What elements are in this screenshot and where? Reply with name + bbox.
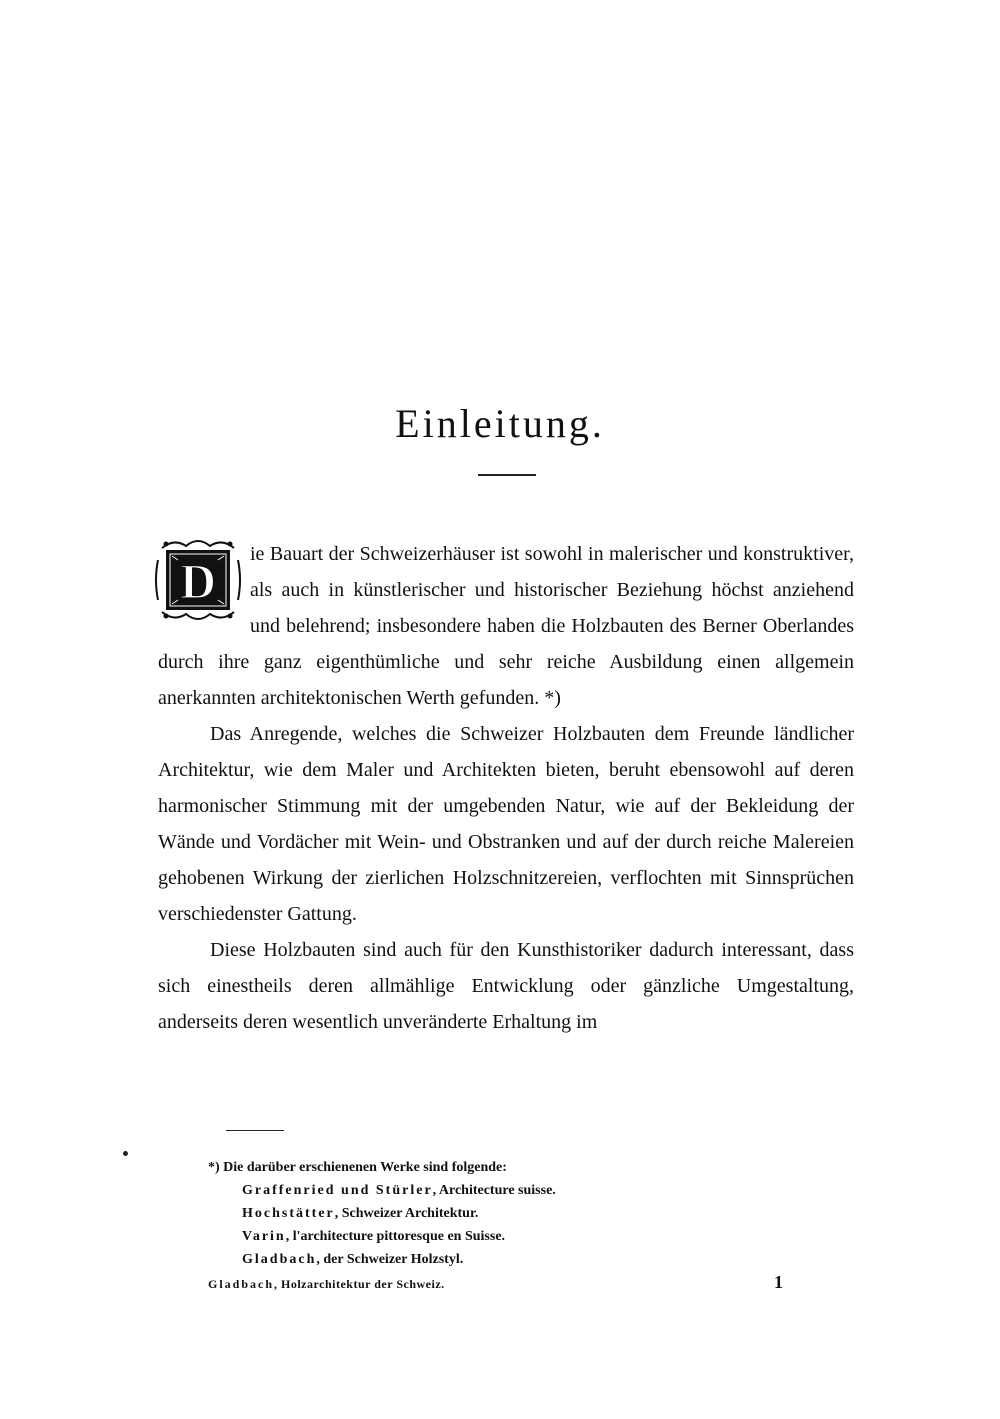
footnote-item xyxy=(242,1202,808,1225)
footnote-work: , Architecture suisse. xyxy=(432,1183,556,1198)
footnote-work: , l'architecture pittoresque en Suisse. xyxy=(285,1229,506,1244)
paragraph-3: Diese Holzbauten sind auch für den Kunsthistoriker dadurch interessant, dass sich einestheils deren allmählige Entwicklung oder gänzliche Umgestaltung, anderseits deren wesentlich unveränderte Erhaltung im xyxy=(158,939,854,1033)
chapter-title: Einleitung. xyxy=(395,401,605,446)
footnote-lead: *) Die darüber erschienenen Werke sind folgende: xyxy=(208,1160,507,1175)
footnote-item xyxy=(242,1179,808,1202)
running-footer xyxy=(208,1277,788,1292)
ornamental-initial-icon xyxy=(152,536,244,624)
paragraph-1-text: ie Bauart der Schweizerhäuser ist sowohl in malerischer und konstruktiver, als auch in künstlerischer und historischer Beziehung höchst anziehend und belehrend; insbesondere haben die Holzbauten des Berner Oberlandes durch ihre ganz eigenthümliche und sehr reiche Ausbildung einen allgemein anerkannten architektonischen Werth gefunden. *) xyxy=(158,543,854,709)
footer-author: Gladbach xyxy=(208,1277,275,1291)
footnote-divider xyxy=(226,1130,284,1131)
footnote-item xyxy=(242,1248,808,1271)
footnote-author: Gladbach xyxy=(242,1252,317,1267)
body-text xyxy=(158,536,854,1040)
paragraph-2: Das Anregende, welches die Schweizer Holzbauten dem Freunde ländlicher Architektur, wie dem Maler und Architekten bieten, beruht ebensowohl auf deren harmonischer Stimmung mit der umgebenden Natur, wie auf der Bekleidung der Wände und Vordächer mit Wein- und Obstranken und auf der durch reiche Malereien gehobenen Wirkung der zierlichen Holzschnitzereien, verflochten mit Sinnsprüchen verschiedenster Gattung. xyxy=(158,723,854,925)
footnote-author: Graffenried und Stürler xyxy=(242,1183,433,1198)
paragraph-1 xyxy=(158,536,854,716)
footer-title: , Holzarchitektur der Schweiz. xyxy=(274,1277,445,1291)
footnote-author: Varin xyxy=(242,1229,286,1244)
footnote-work: , der Schweizer Holzstyl. xyxy=(316,1252,464,1267)
stray-mark xyxy=(123,1151,128,1156)
footnotes xyxy=(208,1156,808,1271)
dropcap-letter: D xyxy=(179,553,217,609)
footnote-author: Hochstätter xyxy=(242,1206,335,1221)
page-number: 1 xyxy=(774,1272,783,1292)
footnote-item xyxy=(242,1225,808,1248)
footnote-work: , Schweizer Architektur. xyxy=(334,1206,479,1221)
title-divider xyxy=(478,474,536,476)
